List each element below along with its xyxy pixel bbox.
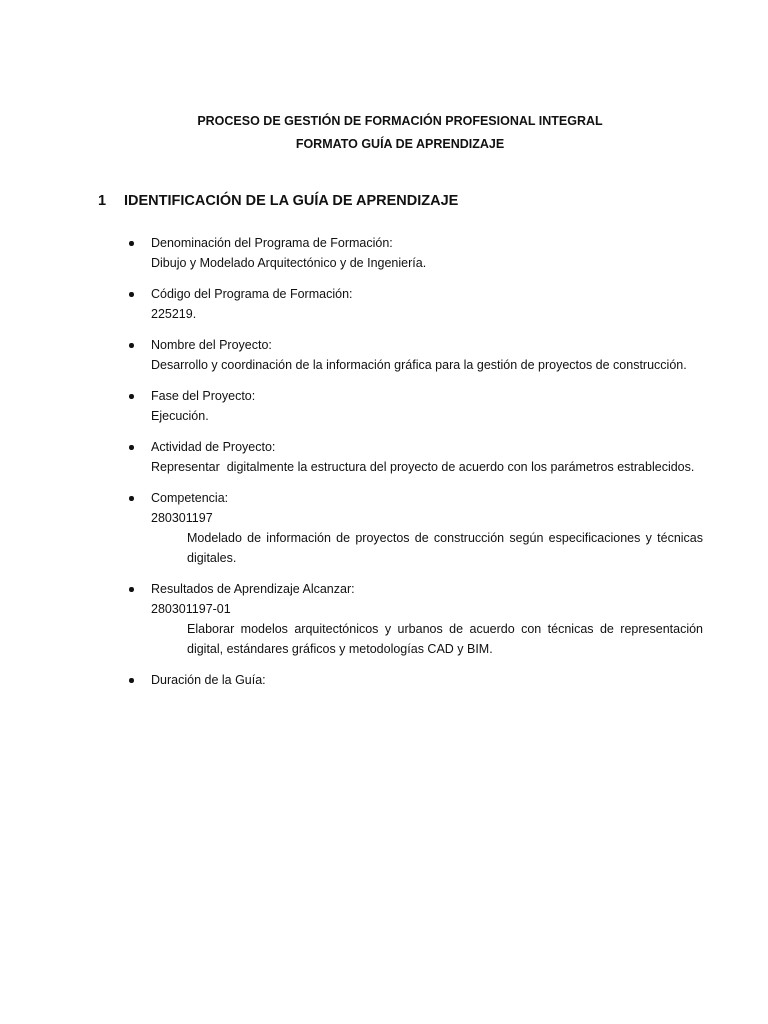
identification-list xyxy=(0,233,768,701)
item-label: Actividad de Proyecto: xyxy=(151,440,276,454)
item-label: Duración de la Guía: xyxy=(151,673,266,687)
item-value: Desarrollo y coordinación de la información gráfica para la gestión de proyectos de construcción. xyxy=(151,358,687,372)
section-number: 1 xyxy=(98,193,107,209)
item-detail: Modelado de información de proyectos de construcción según especificaciones y técnicas digitales. xyxy=(187,531,703,565)
list-item-program-name xyxy=(0,233,768,273)
section-heading xyxy=(98,191,458,211)
list-item-project-phase xyxy=(0,386,768,426)
bullet-icon xyxy=(129,241,134,246)
format-title: FORMATO GUÍA DE APRENDIZAJE xyxy=(295,137,505,151)
item-value: Ejecución. xyxy=(151,409,209,423)
item-value: Representar digitalmente la estructura del proyecto de acuerdo con los parámetros estrablecidos. xyxy=(151,460,695,474)
section-title: IDENTIFICACIÓN DE LA GUÍA DE APRENDIZAJE xyxy=(124,193,459,209)
item-label: Fase del Proyecto: xyxy=(151,389,256,403)
bullet-icon xyxy=(129,587,134,592)
bullet-icon xyxy=(129,394,134,399)
item-value: 280301197 xyxy=(151,511,213,525)
item-value: 225219. xyxy=(151,307,197,321)
item-label: Resultados de Aprendizaje Alcanzar: xyxy=(151,582,355,596)
bullet-icon xyxy=(129,496,134,501)
list-item-competency xyxy=(0,488,768,568)
list-item-learning-results xyxy=(0,579,768,659)
item-label: Código del Programa de Formación: xyxy=(151,287,353,301)
list-item-project-activity xyxy=(0,437,768,477)
item-label: Competencia: xyxy=(151,491,229,505)
item-label: Denominación del Programa de Formación: xyxy=(151,236,393,250)
list-item-guide-duration xyxy=(0,670,768,690)
item-detail: Elaborar modelos arquitectónicos y urbanos de acuerdo con técnicas de representación digital, estándares gráficos y metodologías CAD y BIM. xyxy=(187,622,703,656)
bullet-icon xyxy=(129,678,134,683)
item-value: Dibujo y Modelado Arquitectónico y de Ingeniería. xyxy=(151,256,427,270)
bullet-icon xyxy=(129,445,134,450)
item-label: Nombre del Proyecto: xyxy=(151,338,272,352)
bullet-icon xyxy=(129,343,134,348)
process-title: PROCESO DE GESTIÓN DE FORMACIÓN PROFESIONAL INTEGRAL xyxy=(197,114,603,128)
list-item-project-name xyxy=(0,335,768,375)
bullet-icon xyxy=(129,292,134,297)
list-item-program-code xyxy=(0,284,768,324)
item-value: 280301197-01 xyxy=(151,602,231,616)
